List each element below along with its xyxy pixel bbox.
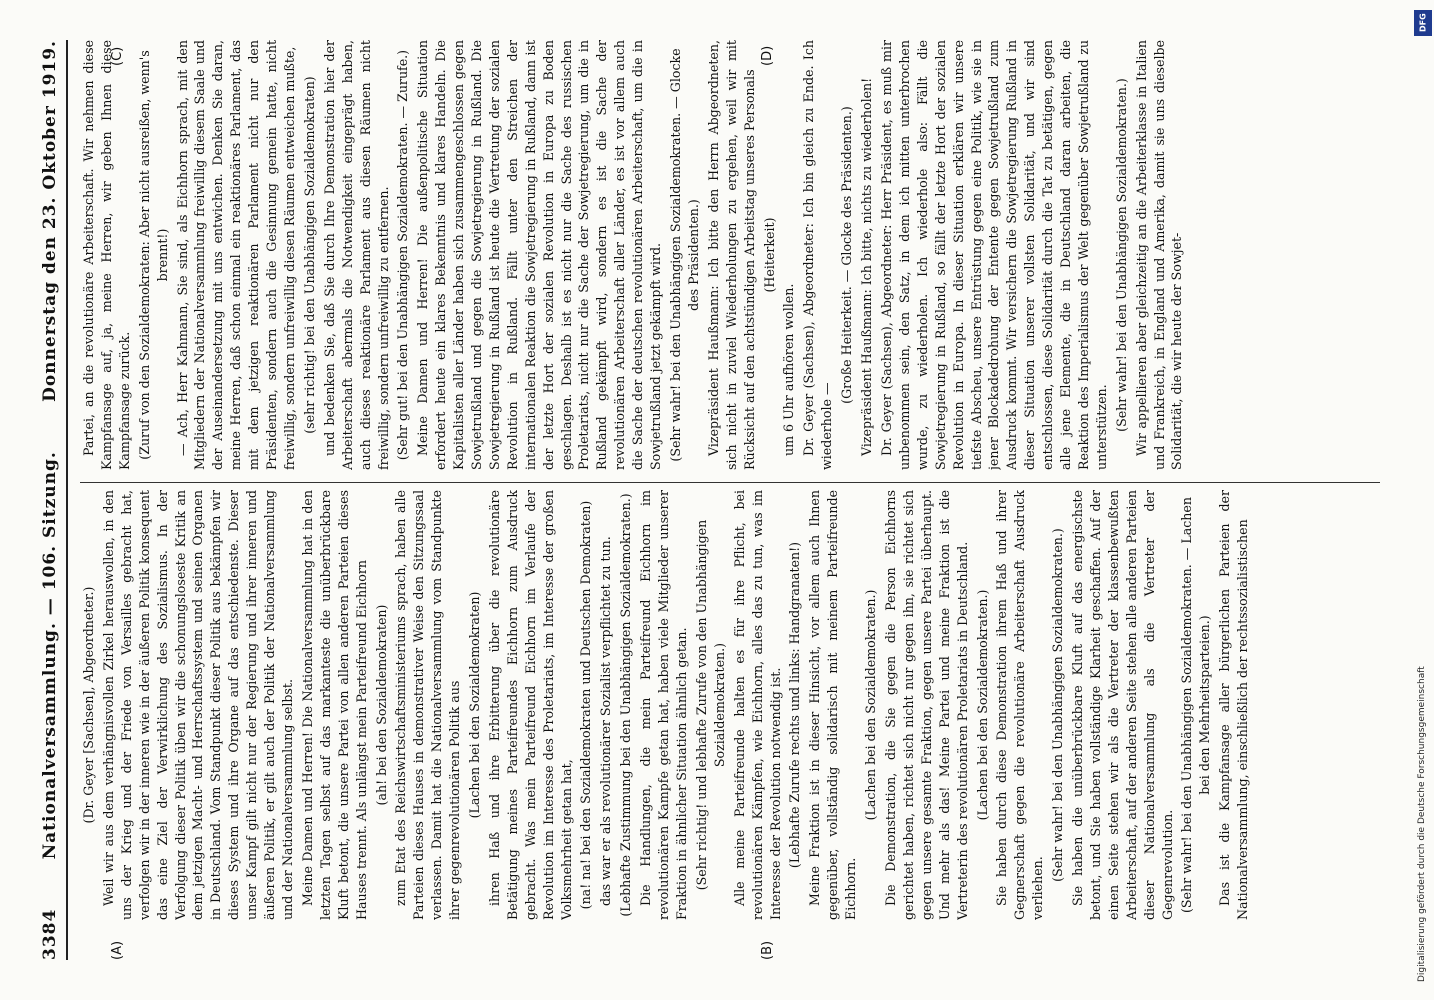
paragraph: ihren Haß und ihre Erbitterung über die revolutionäre Betätigung meines Parteifreundes Eichhorn zum Ausdruck gebracht. Was mein Parteifreund Eichhorn im Verlaufe der Revolution im Interesse des Proletariats, im Interesse der großen Volksmehrheit getan hat, [486,490,574,920]
paragraph: Das ist die Kampfansage aller bürgerlichen Parteien der Nationalversammlung, einschließlich der rechtssozialistischen [1217,490,1251,920]
page-number: 3384 [40,908,60,960]
paragraph: und bedenken Sie, daß Sie durch Ihre Demonstration hier der Arbeiterschaft abermals die Notwendigkeit eingeprägt haben, auch dieses reaktionäre Parlament aus diesen Räumen nicht freiwillig, sondern unfreiwillig zu entfernen. [321,40,391,470]
interjection: (Lachen bei den Sozialdemokraten.) [974,589,990,821]
interjection: (ah! bei den Sozialdemokraten) [373,604,389,806]
interjection: (Sehr wahr! bei den Unabhängigen Sozialdemokraten. — Glocke des Präsidenten.) [668,48,701,462]
header-title: Nationalversammlung. — 106. Sitzung. [40,451,60,860]
dfg-logo: DFG [1414,10,1432,36]
right-column [80,40,1380,470]
header-date: Donnerstag den 23. Oktober 1919. [40,40,60,402]
interjection: (Dr. Geyer [Sachsen], Abgeordneter.) [81,586,96,824]
interjection: (Lachen bei den Sozialdemokraten) [467,591,483,819]
paragraph: um 6 Uhr aufhören wollen. [781,283,797,456]
interjection: (Sehr gut! bei den Unabhängigen Sozialdemokraten. — Zurufe.) [395,49,411,461]
margin-mark-d: (D) [760,45,775,66]
digitization-credit: Digitalisierung gefördert durch die Deutsche Forschungsgemeinschaft [1417,666,1427,982]
paragraph: das war er als revolutionärer Sozialist verpflichtet zu tun. [598,536,614,906]
page-header [40,40,64,960]
header-rule [66,40,68,960]
interjection: (Lebhafte Zustimmung bei den Unabhängigen Sozialdemokraten.) [618,493,634,917]
interjection: (Große Heiterkeit. — Glocke des Präsidenten.) [839,106,855,404]
interjection: (Lachen bei den Sozialdemokraten.) [863,589,879,821]
column-divider [80,482,1380,483]
paragraph: Vizepräsident Haußmann: Ich bitte den Herrn Abgeordneten, sich nicht in zuviel Wiederholungen zu ergehen, weil wir mit Rücksicht auf den achtstündigen Arbeitstag unseres Personals [705,40,757,470]
paragraph: Sie haben durch diese Demonstration ihrem Haß und ihrer Gegnerschaft gegen die revolutionäre Arbeiterschaft Ausdruck verliehen. [994,490,1046,920]
margin-mark-c: (C) [110,46,125,66]
paragraph: Partei, an die revolutionäre Arbeiterschaft. Wir nehmen diese Kampfansage auf, ja, meine Herren, wir geben Ihnen diese Kampfansage zurück. [81,40,132,470]
interjection: (Zuruf von den Sozialdemokraten: Aber nicht ausreißen, wenn's brennt!) [136,50,170,460]
paragraph: Sie haben die unüberbrückbare Kluft auf das energischste betont, und Sie haben vollständige Klarheit geschaffen. Auf der einen Seite stehen wir als die Vertreter der klassenbewußten Arbeiterschaft, auf der anderen Seite stehen alle anderen Parteien dieser Nationalversammlung als die Vertreter der Gegenrevolution. [1070,490,1175,920]
interjection: (Heiterkeit) [761,217,777,293]
interjection: (Sehr wahr! bei den Unabhängigen Sozialdemokraten.) [1113,78,1129,432]
paragraph: Weil wir aus dem verhängnisvollen Zirkel herauswollen, in den uns der Krieg und der Friede von Versailles gebracht hat, verfolgen wir in der inneren wie in der äußeren Politik konsequent das eine Ziel der Verwirklichung des Sozialismus. In der Verfolgung dieser Politik üben wir die schonungsloseste Kritik an dem jetzigen Macht- und Herrschaftssystem und seinen Organen in Deutschland. Vom Standpunkt dieser Politik aus bekämpfen wir dieses System und ihre Organe auf das entschiedenste. Dieser unser Kampf gilt nicht nur der Regierung und ihrer inneren und äußeren Politik, er gilt auch der Politik der Nationalversammlung und der Nationalversammlung selbst. [100,490,295,920]
paragraph: Die Demonstration, die Sie gegen die Person Eichhorns gerichtet haben, richtet sich nicht nur gegen ihn, sie richtet sich gegen unsere gesamte Fraktion, gegen unsere Partei überhaupt. Und mehr als das! Meine Partei und meine Fraktion ist die Vertreterin des revolutionären Proletariats in Deutschland. [882,490,970,920]
margin-mark-a: (A) [110,940,125,960]
paragraph: Meine Fraktion ist in dieser Hinsicht, vor allem auch Ihnen gegenüber, vollständig solidarisch mit meinem Parteifreunde Eichhorn. [807,490,859,920]
paragraph: Alle meine Parteifreunde halten es für ihre Pflicht, bei revolutionären Kämpfen, wie Eichhorn, alles das zu tun, was im Interesse der Revolution notwendig ist. [731,490,783,920]
interjection: (Lebhafte Zurufe rechts und links: Handgranaten!) [787,541,803,869]
paragraph: Dr. Geyer (Sachsen), Abgeordneter: Herr Präsident, es muß mir unbenommen sein, den Satz, in dem ich mitten unterbrochen wurde, zu wiederholen. Ich wiederhole also: Fällt die Sowjetregierung in Rußland, so fällt der letzte Hort der sozialen Revolution in Europa. In dieser Situation erklären wir unsere tiefste Abscheu, unsere Entrüstung gegen eine Politik, wie sie in jener Blockadedrohung der Entente gegen Sowjetrußland zum Ausdruck kommt. Wir versichern die Sowjetregierung Rußland in dieser Situation unserer vollsten Solidarität, und wir sind entschlossen, diese Solidarität durch die Tat zu betätigen, gegen alle jene Elemente, die in Deutschland daran arbeiten, die Reaktion des Imperialismus der Welt gegenüber Sowjetrußland zu unterstützen. [878,40,1109,470]
paragraph: Wir appellieren aber gleichzeitig an die Arbeiterklasse in Italien und Frankreich, in England und Amerika, damit sie uns dieselbe Solidarität, die wir heute der Sowjet- [1133,40,1185,470]
interjection: (na! na! bei den Sozialdemokraten und Deutschen Demokraten) [578,500,594,910]
paragraph: Meine Damen und Herren! Die Nationalversammlung hat in den letzten Tagen selbst auf das markanteste die unüberbrückbare Kluft betont, die unsere Partei von allen anderen Parteien dieses Hauses trennt. Als unlängst mein Parteifreund Eichhorn [299,490,369,920]
paragraph: Vizepräsident Haußmann: Ich bitte, nichts zu wiederholen! [859,77,875,456]
margin-mark-b: (B) [760,940,775,960]
paragraph: zum Etat des Reichswirtschaftsministeriums sprach, haben alle Parteien dieses Hauses in demonstrativer Weise den Sitzungssaal verlassen. Damit hat die Nationalversammlung vom Standpunkte ihrer gegenrevolutionären Politik aus [393,490,463,920]
interjection: (sehr richtig! bei den Unabhängigen Sozialdemokraten) [301,76,317,434]
left-column [80,490,1380,920]
interjection: (Sehr richtig! und lebhafte Zurufe von den Unabhängigen Sozialdemokraten.) [693,519,727,891]
paragraph: Die Handlungen, die mein Parteifreund Eichhorn im revolutionären Kampfe getan hat, haben viele Mitglieder unserer Fraktion in ähnlicher Situation ähnlich getan. [638,490,689,920]
interjection: (Sehr wahr! bei den Unabhängigen Sozialdemokraten.) [1050,528,1066,882]
paragraph: Meine Damen und Herren! Die außenpolitische Situation erfordert heute ein klares Bekenntnis und klares Handeln. Die Kapitalisten aller Länder haben sich zusammengeschlossen gegen Sowjetrußland und gegen die Sowjetregierung in Rußland. Die Sowjetregierung in Rußland ist heute die Vertretung der sozialen Revolution in Rußland. Fällt unter den Streichen der internationalen Reaktion die Sowjetregierung in Rußland, dann ist der letzte Hort der sozialen Revolution in Europa zu Boden geschlagen. Deshalb ist es nicht nur die Sache des russischen Proletariats, nicht nur die Sache der Sowjetregierung, um die in Rußland gekämpft wird, sondern es ist die Sache der revolutionären Arbeiterschaft aller Länder, es ist vor allem auch die Sache der deutschen revolutionären Arbeiterschaft, um die in Sowjetrußland jetzt gekämpft wird. [415,40,664,470]
paragraph: Dr. Geyer (Sachsen), Abgeordneter: Ich bin gleich zu Ende. Ich wiederhole — [801,40,835,470]
paragraph: — Ach, Herr Kahmann, Sie sind, als Eichhorn sprach, mit den Mitgliedern der Nationalversammlung freiwillig diesem Saale und der Auseinandersetzung mit uns entwichen. Denken Sie daran, meine Herren, daß schon einmal ein reaktionäres Parlament, das mit dem jetzigen reaktionären Parlament nicht nur den Präsidenten, sondern auch die Gesinnung gemein hatte, nicht freiwillig, sondern unfreiwillig diesen Räumen entweichen mußte, [174,40,297,470]
interjection: (Sehr wahr! bei den Unabhängigen Sozialdemokraten. — Lachen bei den Mehrheitsparteien.) [1179,497,1213,913]
